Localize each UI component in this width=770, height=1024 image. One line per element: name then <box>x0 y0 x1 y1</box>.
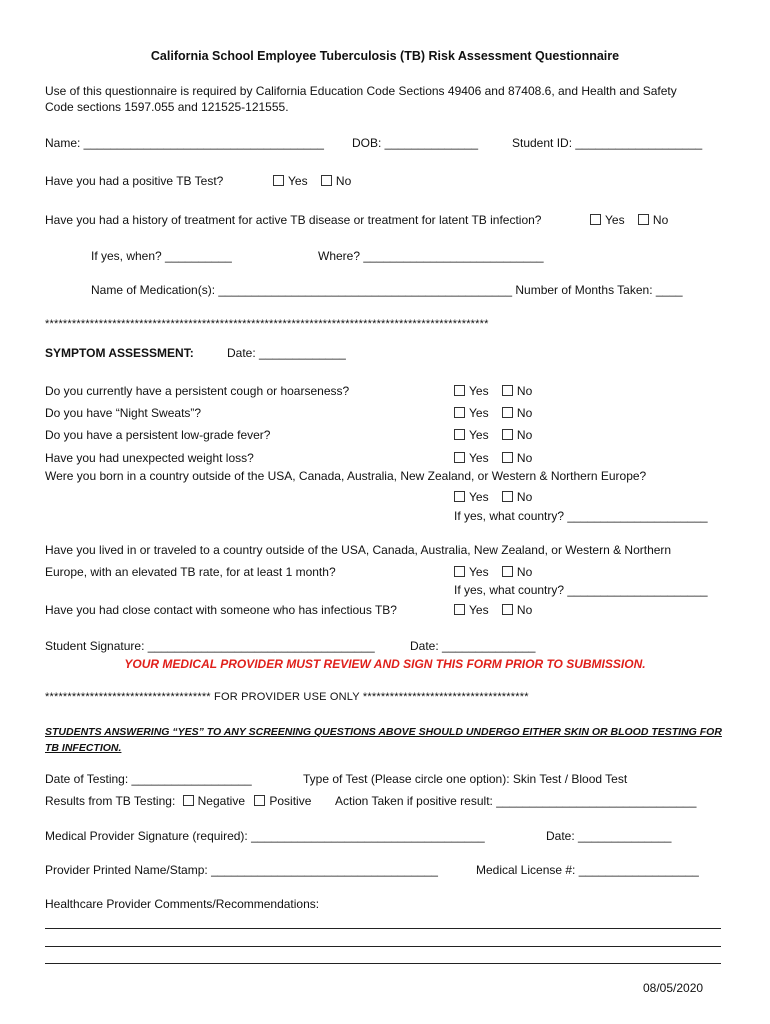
treatment-yes-checkbox[interactable]: Yes <box>590 213 625 228</box>
lived-outside-yes-checkbox[interactable]: Yes <box>454 565 489 580</box>
lived-country-field[interactable]: If yes, what country? _____________________ <box>454 583 708 597</box>
checkbox-icon <box>502 452 513 463</box>
lived-outside-question-line-1: Have you lived in or traveled to a country outside of the USA, Canada, Australia, New Zealand, or Western & Northern <box>45 543 672 557</box>
checkbox-icon <box>502 604 513 615</box>
symptom-question-fever: Do you have a persistent low-grade fever? <box>45 428 271 442</box>
provider-use-only-banner: ************************************* FOR PROVIDER USE ONLY ************************************* <box>45 691 529 703</box>
treatment-when-field[interactable]: If yes, when? __________ <box>91 249 232 263</box>
name-field[interactable]: Name: ____________________________________ <box>45 136 324 150</box>
symptom-question-weight-loss: Have you had unexpected weight loss? <box>45 451 254 465</box>
checkbox-icon <box>454 491 465 502</box>
lived-outside-no-checkbox[interactable]: No <box>502 565 532 580</box>
comments-line-1[interactable] <box>45 928 721 929</box>
symptom-question-cough: Do you currently have a persistent cough or hoarseness? <box>45 384 350 398</box>
checkbox-icon <box>273 175 284 186</box>
action-taken-field[interactable]: Action Taken if positive result: ______________________________ <box>335 794 697 808</box>
results-positive-checkbox[interactable]: Positive <box>254 794 311 809</box>
fever-no-checkbox[interactable]: No <box>502 428 532 443</box>
checkbox-icon <box>183 795 194 806</box>
born-outside-question: Were you born in a country outside of the USA, Canada, Australia, New Zealand, or Western & Northern Europe? <box>45 469 647 483</box>
checkbox-icon <box>502 385 513 396</box>
night-sweats-no-checkbox[interactable]: No <box>502 406 532 421</box>
treatment-question: Have you had a history of treatment for active TB disease or treatment for latent TB infection? <box>45 213 542 227</box>
checkbox-icon <box>454 604 465 615</box>
symptom-question-night-sweats: Do you have “Night Sweats”? <box>45 406 202 420</box>
weight-loss-no-checkbox[interactable]: No <box>502 451 532 466</box>
symptom-date-field[interactable]: Date: _____________ <box>227 346 346 360</box>
checkbox-icon <box>454 407 465 418</box>
close-contact-question: Have you had close contact with someone who has infectious TB? <box>45 603 397 617</box>
comments-line-2[interactable] <box>45 946 721 947</box>
positive-tb-yes-checkbox[interactable]: Yes <box>273 174 308 189</box>
date-of-testing-field[interactable]: Date of Testing: __________________ <box>45 772 252 786</box>
checkbox-icon <box>454 385 465 396</box>
provider-name-field[interactable]: Provider Printed Name/Stamp: __________________________________ <box>45 863 438 877</box>
checkbox-icon <box>502 407 513 418</box>
checkbox-icon <box>502 429 513 440</box>
checkbox-icon <box>454 566 465 577</box>
dob-field[interactable]: DOB: ______________ <box>352 136 479 150</box>
comments-label: Healthcare Provider Comments/Recommendations: <box>45 897 320 911</box>
positive-tb-no-checkbox[interactable]: No <box>321 174 351 189</box>
screening-note-line-2: TB INFECTION. <box>45 742 122 754</box>
positive-tb-options <box>273 174 361 189</box>
close-contact-options <box>454 603 542 618</box>
intro-line-2: Code sections 1597.055 and 121525-121555. <box>45 100 289 114</box>
screening-note-line-1: STUDENTS ANSWERING “YES” TO ANY SCREENING QUESTIONS ABOVE SHOULD UNDERGO EITHER SKIN OR BLOOD TESTING FOR <box>45 726 722 738</box>
results-label: Results from TB Testing: <box>45 794 176 808</box>
provider-review-warning: YOUR MEDICAL PROVIDER MUST REVIEW AND SIGN THIS FORM PRIOR TO SUBMISSION. <box>124 657 646 671</box>
intro-line-1: Use of this questionnaire is required by California Education Code Sections 49406 and 87408.6, and Health and Safety <box>45 84 677 98</box>
checkbox-icon <box>638 214 649 225</box>
checkbox-icon <box>590 214 601 225</box>
checkbox-icon <box>321 175 332 186</box>
treatment-where-field[interactable]: Where? ___________________________ <box>318 249 544 263</box>
lived-outside-options <box>454 565 542 580</box>
comments-line-3[interactable] <box>45 963 721 964</box>
positive-tb-question: Have you had a positive TB Test? <box>45 174 224 188</box>
treatment-no-checkbox[interactable]: No <box>638 213 668 228</box>
night-sweats-yes-checkbox[interactable]: Yes <box>454 406 489 421</box>
student-signature-date-field[interactable]: Date: ______________ <box>410 639 536 653</box>
results-negative-checkbox[interactable]: Negative <box>183 794 245 809</box>
born-outside-yes-checkbox[interactable]: Yes <box>454 490 489 505</box>
weight-loss-yes-checkbox[interactable]: Yes <box>454 451 489 466</box>
student-signature-field[interactable]: Student Signature: __________________________________ <box>45 639 375 653</box>
checkbox-icon <box>254 795 265 806</box>
born-country-field[interactable]: If yes, what country? _____________________ <box>454 509 708 523</box>
form-title: California School Employee Tuberculosis (TB) Risk Assessment Questionnaire <box>150 49 620 63</box>
symptom-heading: SYMPTOM ASSESSMENT: <box>45 346 194 360</box>
symptom-options-weight-loss <box>454 451 542 466</box>
treatment-options <box>590 213 678 228</box>
separator-stars: *************************************************************************************************** <box>45 318 489 330</box>
cough-no-checkbox[interactable]: No <box>502 384 532 399</box>
lived-outside-question-line-2: Europe, with an elevated TB rate, for at least 1 month? <box>45 565 336 579</box>
footer-date: 08/05/2020 <box>643 981 704 995</box>
medical-license-field[interactable]: Medical License #: __________________ <box>476 863 699 877</box>
checkbox-icon <box>454 429 465 440</box>
born-outside-no-checkbox[interactable]: No <box>502 490 532 505</box>
symptom-options-night-sweats <box>454 406 542 421</box>
student-id-field[interactable]: Student ID: ___________________ <box>512 136 703 150</box>
provider-signature-field[interactable]: Medical Provider Signature (required): ___________________________________ <box>45 829 485 843</box>
type-of-test-field[interactable]: Type of Test (Please circle one option): Skin Test / Blood Test <box>303 772 628 786</box>
checkbox-icon <box>502 491 513 502</box>
checkbox-icon <box>454 452 465 463</box>
results-row <box>45 794 321 809</box>
symptom-options-fever <box>454 428 542 443</box>
symptom-options-cough <box>454 384 542 399</box>
medication-field[interactable]: Name of Medication(s): ____________________________________________ Number of Months Taken: ____ <box>91 283 683 297</box>
close-contact-no-checkbox[interactable]: No <box>502 603 532 618</box>
close-contact-yes-checkbox[interactable]: Yes <box>454 603 489 618</box>
fever-yes-checkbox[interactable]: Yes <box>454 428 489 443</box>
checkbox-icon <box>502 566 513 577</box>
born-outside-options <box>454 490 542 505</box>
provider-signature-date-field[interactable]: Date: ______________ <box>546 829 672 843</box>
cough-yes-checkbox[interactable]: Yes <box>454 384 489 399</box>
